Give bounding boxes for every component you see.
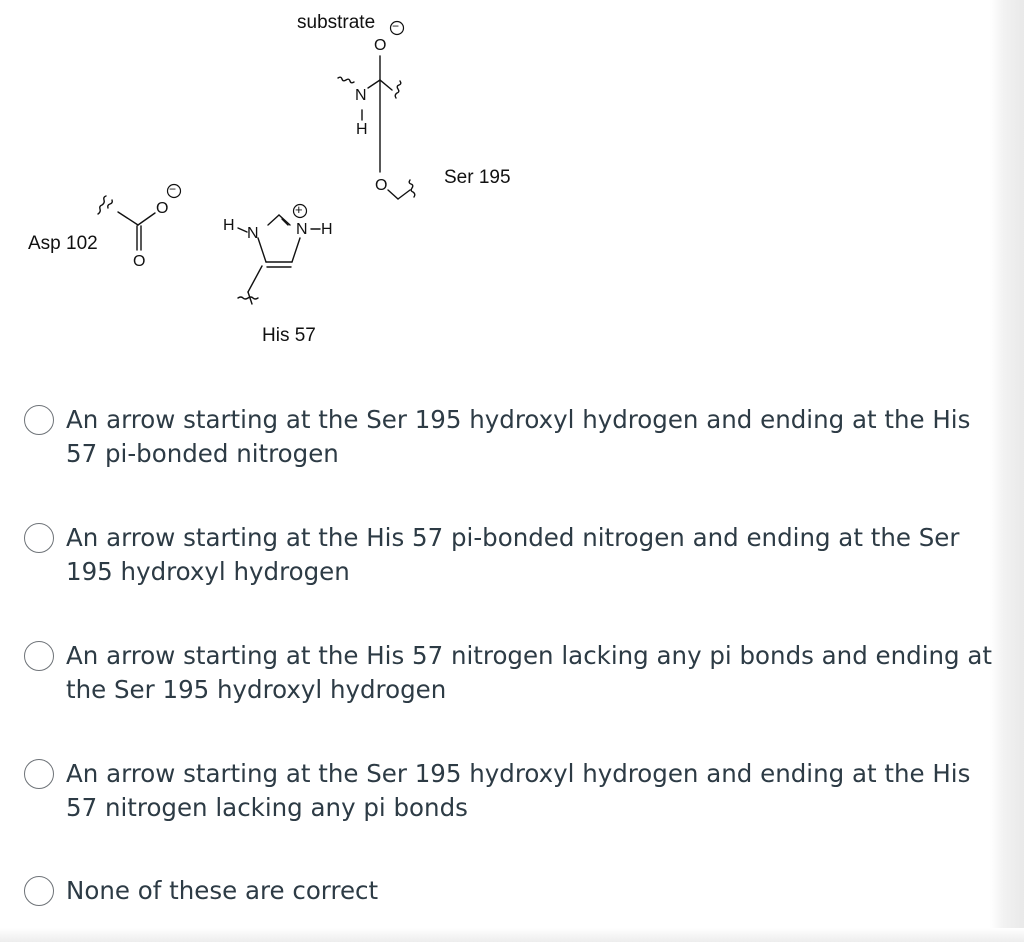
radio-button[interactable] bbox=[24, 759, 54, 789]
answer-option-label: An arrow starting at the Ser 195 hydroxyl hydrogen and ending at the His 57 nitrogen lacking any pi bonds bbox=[66, 759, 971, 822]
radio-button[interactable] bbox=[24, 641, 54, 671]
radio-button[interactable] bbox=[24, 523, 54, 553]
his-label: His 57 bbox=[262, 325, 316, 346]
atom-o-asp-single: O bbox=[156, 200, 169, 217]
answer-option-label: None of these are correct bbox=[66, 876, 379, 905]
atom-o-substrate: O bbox=[374, 37, 387, 54]
atom-n-his-right: N bbox=[296, 221, 308, 238]
asp-label: Asp 102 bbox=[28, 233, 98, 254]
bottom-edge-shadow bbox=[0, 928, 1024, 942]
answer-option-label: An arrow starting at the His 57 pi-bonded nitrogen and ending at the Ser 195 hydroxyl hydrogen bbox=[66, 523, 960, 586]
atom-h-his-left: H bbox=[223, 217, 235, 234]
atom-n-his-left: N bbox=[247, 225, 259, 242]
atom-h-substrate: H bbox=[356, 121, 368, 138]
radio-button[interactable] bbox=[24, 405, 54, 435]
answer-option-label: An arrow starting at the His 57 nitrogen lacking any pi bonds and ending at the Ser 195 hydroxyl hydrogen bbox=[66, 641, 992, 704]
charge-minus-substrate: − bbox=[392, 19, 400, 33]
ser-label: Ser 195 bbox=[444, 167, 511, 188]
catalytic-triad-diagram bbox=[0, 0, 560, 360]
atom-o-asp-double: O bbox=[133, 253, 146, 270]
substrate-label: substrate bbox=[297, 12, 376, 33]
radio-button[interactable] bbox=[24, 876, 54, 906]
charge-minus-asp: − bbox=[169, 182, 177, 196]
atom-n-substrate: N bbox=[355, 87, 367, 104]
atom-o-ser: O bbox=[375, 177, 388, 194]
charge-plus-his: + bbox=[295, 202, 303, 217]
atom-h-his-right: H bbox=[321, 221, 333, 238]
answer-option-label: An arrow starting at the Ser 195 hydroxyl hydrogen and ending at the His 57 pi-bonded nitrogen bbox=[66, 405, 971, 468]
